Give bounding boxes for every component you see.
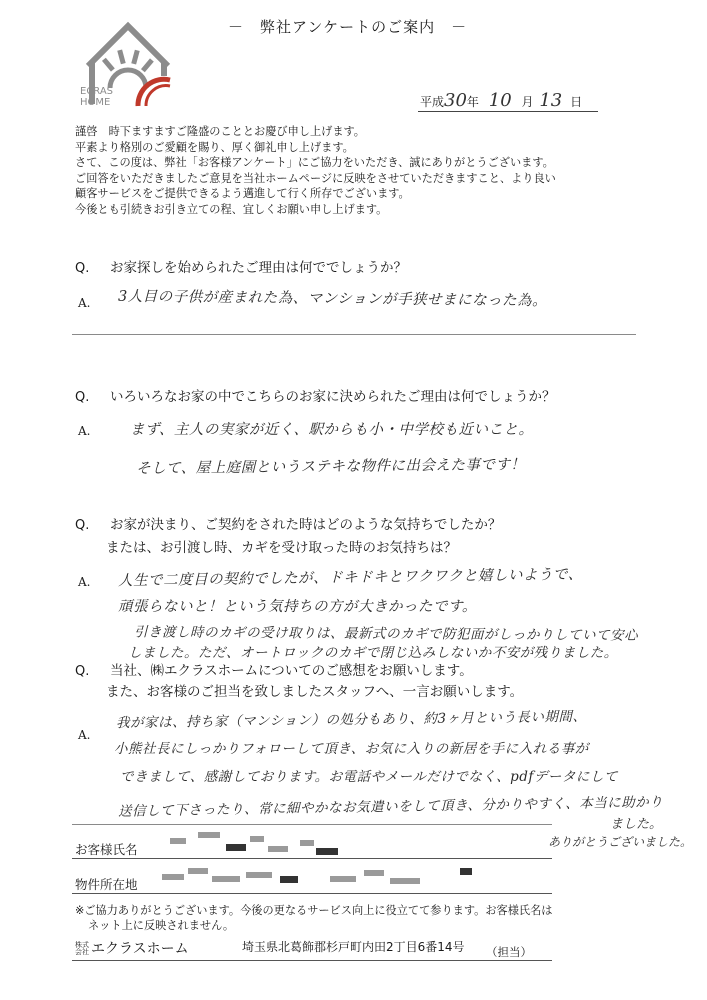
survey-date [420, 90, 582, 111]
footer-underline [72, 960, 552, 961]
date-month: 10 [488, 90, 512, 111]
answer-4-tail: ました。 [610, 817, 663, 832]
property-address-label: 物件所在地 [75, 877, 138, 892]
answer-4-tail: ありがとうございました。 [548, 835, 693, 849]
question-text: 当社、㈱エクラスホームについてのご感想をお願いします。 [109, 663, 473, 679]
page-title: － 弊社アンケートのご案内 － [228, 18, 468, 36]
question-text: お家が決まり、ご契約をされた時はどのような気持ちでしたか？ [109, 517, 502, 533]
answer-4-line: 我が家は、持ち家（マンション）の処分もあり、約3ヶ月という長い期間、 [115, 708, 587, 732]
date-month-label: 月 [521, 95, 534, 109]
answer-3-line: しました。ただ、オートロックのカギで閉じ込みしないか不安が残りました。 [128, 645, 618, 661]
question-text: または、お引渡し時、カギを受け取った時のお気持ちは？ [106, 540, 457, 556]
company-address: 埼玉県北葛飾郡杉戸町内田2丁目6番14号 [242, 940, 465, 954]
logo-text-home: HOME [80, 97, 111, 108]
question-1 [75, 256, 407, 276]
greeting-line: 顧客サービスをご提供できるよう邁進して行く所存でございます。 [75, 187, 410, 200]
greeting-line: ご回答をいただきましたご意見を当社ホームページに反映をさせていただきますこと、より良い [75, 171, 556, 185]
logo-text-ecras: ECRAS [80, 86, 114, 97]
answer-1-line: 3人目の子供が産まれた為、マンションが手狭せまになった為。 [117, 288, 548, 310]
footer-note [75, 903, 552, 933]
greeting-line: 謹啓 時下ますますご隆盛のこととお慶び申し上げます。 [75, 125, 365, 138]
date-day-label: 日 [570, 95, 583, 109]
question-text: また、お客様のご担当を致しましたスタッフへ、一言お願いします。 [106, 684, 524, 700]
answer-2-line: まず、主人の実家が近く、駅からも小・中学校も近いこと。 [130, 422, 534, 438]
greeting-line: 平素より格別のご愛顧を賜り、厚く御礼申し上げます。 [75, 140, 354, 154]
company-name [75, 938, 189, 958]
property-address-redacted [150, 864, 490, 890]
footer-note-line: ※ご協力ありがとうございます。今後の更なるサービス向上に役立てて参ります。お客様氏名は [75, 904, 553, 917]
company-prefix-top: 株式 [75, 941, 89, 949]
customer-name-label: お客様氏名 [75, 842, 138, 857]
q-label: Q. [75, 261, 90, 276]
answer-3-line: 頑張らないと！という気持ちの方が大きかったです。 [118, 599, 477, 615]
footer-note-line: ネット上に反映されません。 [88, 919, 235, 932]
question-2 [75, 385, 555, 405]
greeting-line: さて、この度は、弊社「お客様アンケート」にご協力をいただき、誠にありがとうございます。 [75, 156, 554, 169]
date-year: 30 [444, 90, 467, 111]
answer-4-line: できまして、感謝しております。お電話やメールだけでなく、pdfデータにして [120, 769, 618, 785]
company-prefix-bottom: 会社 [75, 948, 89, 956]
q-label: Q. [75, 518, 90, 533]
answer-2-line: そして、屋上庭園というステキな物件に出会えた事です！ [135, 456, 526, 478]
answer-3-line: 引き渡し時のカギの受け取りは、最新式のカギで防犯面がしっかりしていて安心 [133, 624, 639, 644]
question-text: いろいろなお家の中でこちらのお家に決められたご理由は何でしょうか？ [109, 389, 556, 405]
question-text: お家探しを始められたご理由は何ででしょうか？ [109, 260, 407, 276]
company-name-text: エクラスホーム [91, 941, 189, 957]
customer-name-redacted [150, 832, 540, 858]
name-underline [72, 858, 552, 859]
date-era: 平成 [420, 95, 445, 109]
address-underline [72, 893, 552, 894]
section-divider [72, 824, 552, 825]
a-label: A. [78, 575, 91, 589]
company-logo [78, 14, 178, 122]
section-divider [72, 334, 636, 335]
question-4 [75, 661, 523, 703]
greeting-line: 今後とも引続きお引き立ての程、宜しくお願い申し上げます。 [75, 202, 388, 216]
a-label: A. [78, 424, 91, 438]
answer-3-line: 人生で二度目の契約でしたが、ドキドキとワクワクと嬉しいようで、 [117, 566, 583, 590]
q-label: Q. [75, 390, 90, 405]
question-3 [75, 514, 501, 559]
a-label: A. [78, 728, 91, 742]
date-underline [418, 111, 598, 112]
a-label: A. [78, 296, 91, 310]
answer-4-line: 送信して下さったり、常に細やかなお気遣いをして頂き、分かりやすく、本当に助かり [117, 794, 664, 820]
greeting-paragraph [75, 124, 556, 217]
staff-label: （担当） [486, 945, 532, 959]
answer-4-line: 小熊社長にしっかりフォローして頂き、お気に入りの新居を手に入れる事が [114, 741, 589, 757]
date-year-label: 年 [466, 95, 479, 109]
q-label: Q. [75, 664, 90, 679]
date-day: 13 [539, 90, 563, 111]
